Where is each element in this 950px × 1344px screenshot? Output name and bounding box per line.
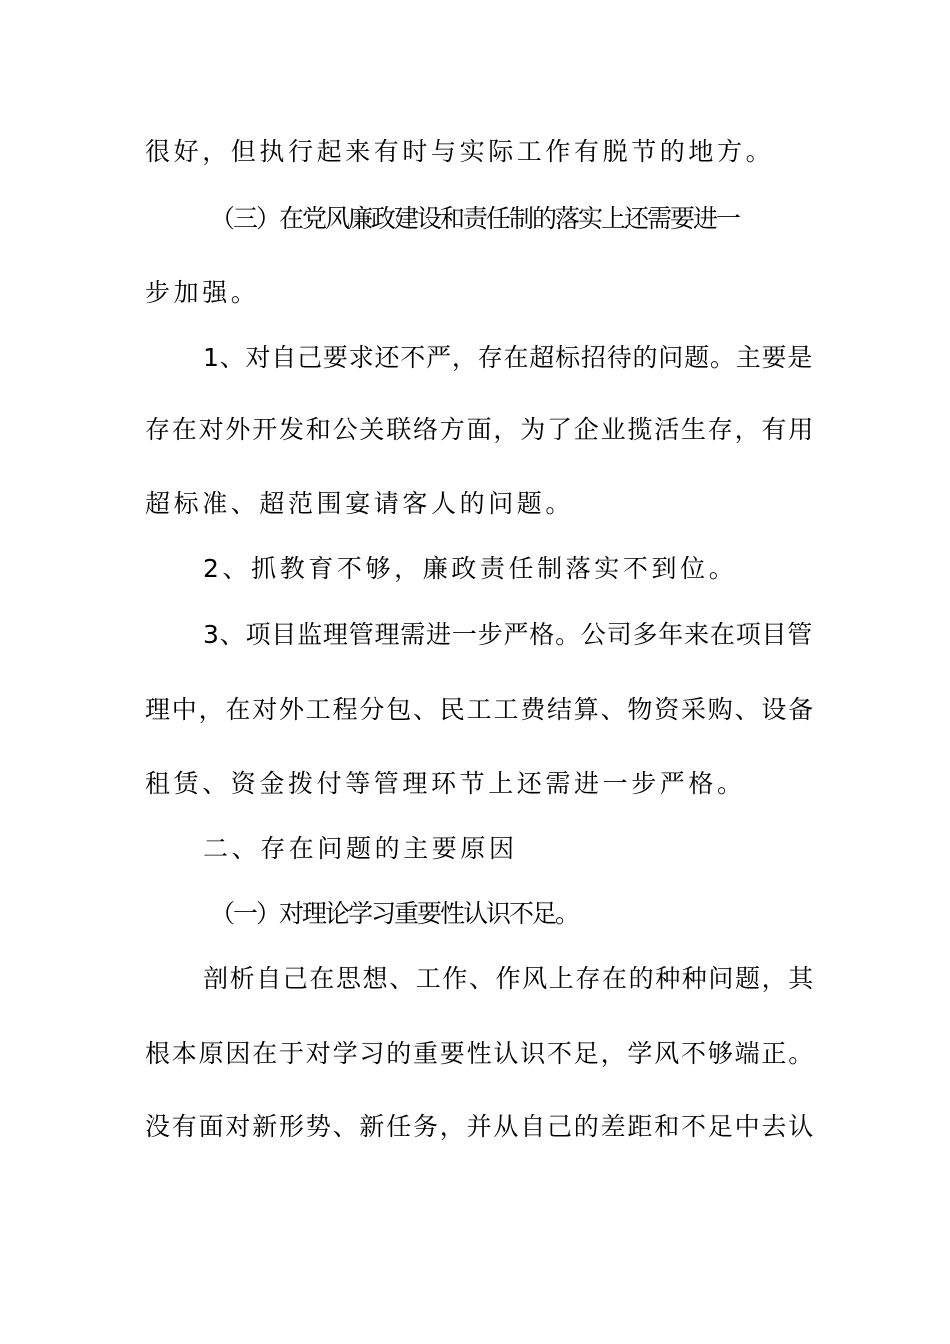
body-text-line: 存在对外开发和公关联络方面，为了企业揽活生存，有用	[145, 415, 816, 444]
list-item-2: 2、抓教育不够，廉政责任制落实不到位。	[203, 554, 738, 583]
body-text-line: 超标准、超范围宴请客人的问题。	[145, 489, 575, 518]
list-item-1: 1、对自己要求还不严，存在超标招待的问题。主要是	[203, 343, 814, 372]
list-item-3: 3、项目监理管理需进一步严格。公司多年来在项目管	[203, 620, 814, 649]
body-text-line: 租赁、资金拨付等管理环节上还需进一步严格。	[145, 769, 746, 798]
paragraph-start: 剖析自己在思想、工作、作风上存在的种种问题，其	[203, 964, 815, 993]
body-text-line: 步加强。	[145, 278, 260, 307]
body-text-line: 根本原因在于对学习的重要性认识不足，学风不够端正。	[145, 1039, 816, 1068]
body-text-line: 没有面对新形势、新任务，并从自己的差距和不足中去认	[145, 1112, 816, 1141]
section-heading: 二、存在问题的主要原因	[203, 834, 518, 863]
body-text-line: 很好，但执行起来有时与实际工作有脱节的地方。	[145, 137, 775, 166]
subsection-heading: （一）对理论学习重要性认识不足。	[210, 899, 579, 928]
section-heading: （三）在党风廉政建设和责任制的落实上还需要进一	[210, 204, 740, 233]
body-text-line: 理中，在对外工程分包、民工工费结算、物资采购、设备	[145, 695, 816, 724]
